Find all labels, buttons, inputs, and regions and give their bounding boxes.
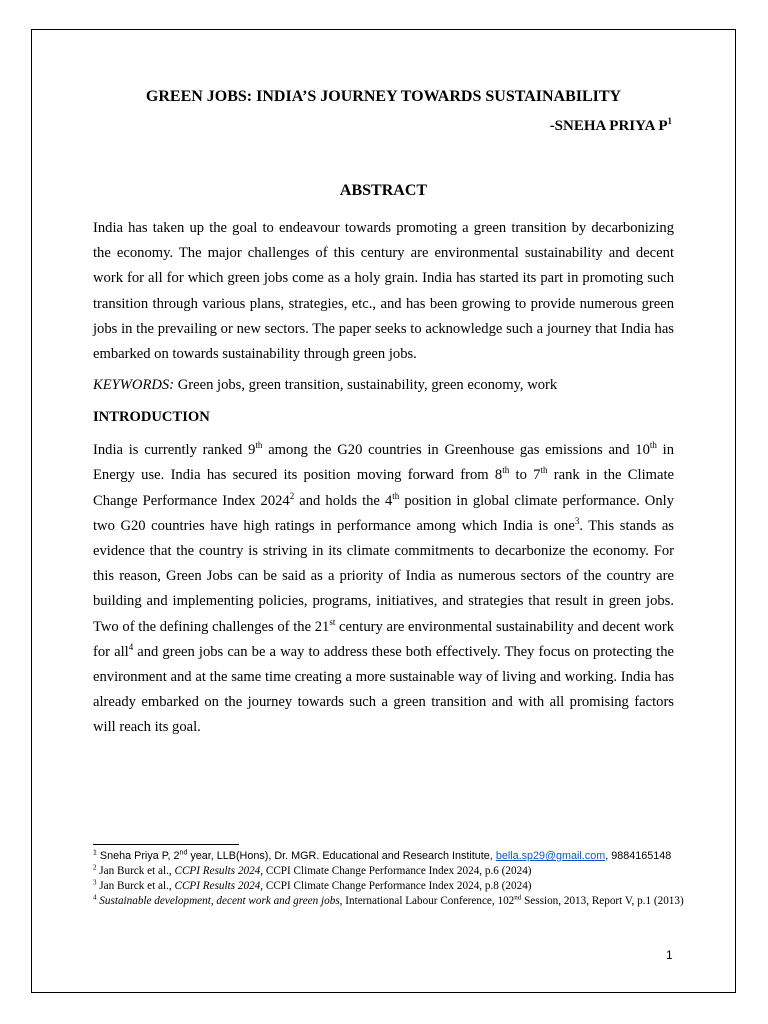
footnote-2 [93, 864, 693, 879]
footnote-text: Jan Burck et al., [96, 865, 175, 877]
author-line [93, 116, 674, 136]
intro-text-span: . This stands as evidence that the country is striving in its climate commitments to decarbonize the economy. For this reason, Green Jobs can be said as a priority of India as numerous sectors of the country are building and implementing policies, programs, initiatives, and strategies that result in green jobs. Two of the defining challenges of the 21 [93, 517, 674, 635]
page-number: 1 [666, 948, 673, 962]
footnote-3 [93, 879, 693, 894]
intro-text-span: rank in the Climate Change Performance Index 2024 [93, 467, 674, 509]
footnote-ref-2[interactable]: 2 [289, 490, 295, 501]
ordinal-sup: th [540, 465, 548, 476]
footnote-number: 4 [93, 893, 97, 902]
author-name: -SNEHA PRIYA P [549, 118, 668, 134]
ordinal-sup: th [255, 440, 263, 451]
introduction-heading: INTRODUCTION [93, 409, 210, 426]
ordinal-sup: nd [179, 849, 188, 857]
intro-text-span: in Energy use. India has secured its position moving forward from 8 [93, 442, 675, 484]
intro-text-span: and green jobs can be a way to address these both effectively. They focus on protecting the environment and at the same time creating a more sustainable way of living and working. India has already embarked on the journey towards such a green transition and with all promising factors will reach its goal. [93, 643, 674, 736]
keywords-line [93, 373, 674, 398]
footnote-text: , CCPI Climate Change Performance Index 2024, p.6 (2024) [260, 865, 532, 877]
author-footnote-ref[interactable]: 1 [667, 116, 672, 126]
paper-title: GREEN JOBS: INDIA’S JOURNEY TOWARDS SUSTAINABILITY [145, 88, 622, 105]
footnote-number: 1 [93, 849, 97, 857]
intro-text-span: among the G20 countries in Greenhouse gas emissions and 10 [262, 442, 650, 459]
footnote-text: , 9884165148 [605, 850, 672, 862]
author-email-link[interactable]: bella.sp29@gmail.com [495, 850, 606, 862]
abstract-heading: ABSTRACT [339, 182, 428, 199]
footnote-text: , International Labour Conference, 102 [339, 895, 515, 907]
footnote-text: Jan Burck et al., [96, 880, 175, 892]
ordinal-sup: th [649, 440, 657, 451]
intro-text-span: India is currently ranked 9 [93, 442, 256, 459]
footnote-number: 3 [93, 878, 97, 887]
footnotes [93, 844, 693, 909]
footnote-text: Sneha Priya P, 2 [96, 850, 180, 862]
introduction-text [93, 438, 674, 740]
footnote-ref-4[interactable]: 4 [128, 641, 134, 652]
intro-text-span: position in global climate performance. Only two G20 countries have high ratings in performance among which India is one [93, 492, 674, 534]
footnote-text: year, LLB(Hons), Dr. MGR. Educational and Research Institute, [187, 850, 496, 862]
footnote-separator [93, 844, 239, 845]
footnote-4 [93, 894, 693, 909]
intro-text-span: and holds the 4 [294, 492, 393, 509]
intro-text-span: to 7 [509, 467, 541, 484]
intro-text-span: century are environmental sustainability and decent work for all [93, 618, 674, 660]
ordinal-sup: st [329, 616, 336, 627]
keywords-label: KEYWORDS: [93, 377, 175, 394]
page-content [93, 86, 674, 741]
keywords-text: Green jobs, green transition, sustainability, green economy, work [177, 377, 558, 394]
abstract-text: India has taken up the goal to endeavour towards promoting a green transition by decarbonizing the economy. The major challenges of this century are environmental sustainability and decent work for all for which green jobs come as a holy grain. India has started its part in promoting such transition through various plans, strategies, etc., and has been growing to provide numerous green jobs in the prevailing or new sectors. The paper seeks to acknowledge such a journey that India has embarked on towards sustainability through green jobs. [93, 220, 674, 363]
footnote-1 [93, 849, 693, 864]
ordinal-sup: nd [514, 893, 522, 902]
footnote-ref-3[interactable]: 3 [574, 515, 580, 526]
footnote-italic: Sustainable development, decent work and green jobs [96, 895, 340, 907]
footnote-text: , CCPI Climate Change Performance Index 2024, p.8 (2024) [260, 880, 532, 892]
footnote-number: 2 [93, 863, 97, 872]
footnote-italic: CCPI Results 2024 [174, 880, 261, 892]
footnote-text: Session, 2013, Report V, p.1 (2013) [521, 895, 684, 907]
ordinal-sup: th [392, 490, 400, 501]
footnote-italic: CCPI Results 2024 [174, 865, 261, 877]
ordinal-sup: th [502, 465, 510, 476]
